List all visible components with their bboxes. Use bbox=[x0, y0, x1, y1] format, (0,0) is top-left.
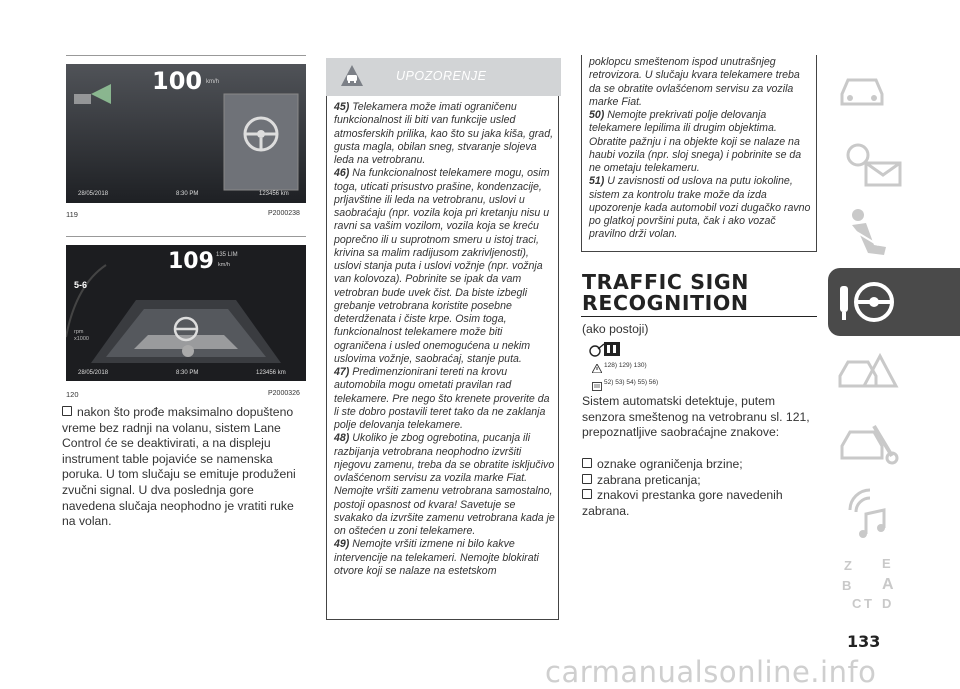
car-icon bbox=[836, 68, 888, 112]
breakdown-icon bbox=[836, 346, 900, 400]
gear-indicator: 5-6 bbox=[74, 280, 88, 290]
tab-safety[interactable] bbox=[828, 197, 960, 265]
warning-triangle-icon bbox=[592, 360, 602, 378]
multimedia-icon bbox=[844, 486, 900, 542]
tab-index[interactable] bbox=[828, 550, 960, 618]
speed-limit-label: 135 LIM bbox=[216, 252, 238, 258]
steering-wheel-key-icon bbox=[834, 276, 898, 330]
section-title: TRAFFIC SIGN RECOGNITION bbox=[582, 270, 750, 315]
figure-120-cluster-screenshot bbox=[66, 245, 306, 381]
warning-item: 45) Telekamera može imati ograničenu funkcionalnost ili biti van funkcije usled atmosferskih prilika, kao što su jaka kiša, grad, gusta magla, obilan sneg, stvaranje slojeva leda na vetrobranu. bbox=[334, 101, 554, 166]
list-item: zabrana preticanja; bbox=[582, 473, 818, 489]
tsr-paragraph: Sistem automatski detektuje, putem senzora smeštenog na vetrobranu sl. 121, prepoznatljive saobraćajne znakove: bbox=[582, 394, 810, 440]
warning-box bbox=[326, 96, 559, 620]
note-refs: 52) 53) 54) 55) 56) bbox=[604, 379, 659, 386]
bullet-icon bbox=[582, 474, 592, 484]
date-readout: 28/05/2018 bbox=[78, 191, 109, 197]
rpm-scale: x1000 bbox=[74, 336, 89, 342]
time-readout: 8:30 PM bbox=[176, 191, 199, 197]
index-letters: Z E B A C T D bbox=[842, 556, 894, 611]
list-item: znakovi prestanka gore navedenih zabrana. bbox=[582, 488, 783, 518]
figure-code: P2000326 bbox=[268, 390, 300, 397]
tsr-bullet-list bbox=[582, 457, 818, 519]
warning-item: 47) Predimenzionirani tereti na krovu automobila mogu ometati pravilan rad telekamere. Pre nego što krenete proverite da li ste dobro postavili teret tako da ne zaklanja polje delovanja telekamere. bbox=[334, 366, 550, 431]
warning-box-continued bbox=[581, 55, 817, 252]
warning-item: poklopcu smeštenom ispod unutrašnjeg retrovizora. U slučaju kvara telekamere treba da se obratite ovlašćenom servisu za vozila marke Fiat. bbox=[589, 56, 800, 108]
odometer-readout: 123456 km bbox=[259, 191, 289, 197]
warning-refs: 128) 129) 130) bbox=[604, 362, 647, 369]
figure-number: 119 bbox=[66, 210, 78, 219]
page-number: 133 bbox=[847, 632, 881, 651]
rpm-label: rpm bbox=[74, 329, 84, 335]
warning-title: UPOZORENJE bbox=[396, 69, 487, 83]
tab-emergency[interactable] bbox=[828, 338, 960, 406]
figure-119-cluster-screenshot bbox=[66, 64, 306, 203]
warning-item: 51) U zavisnosti od uslova na putu iokoline, sistem za kontrolu trake može da izda upozorenje kada automobil vozi dugačko ravno po glatkoj površini puta, čak i ako vozač pravilno drži volan. bbox=[589, 175, 811, 241]
lane-control-paragraph: nakon što prođe maksimalno dopušteno vreme bez radnji na volanu, sistem Lane Control će se deaktivirati, a na displeju instrument table pojaviće se namenska poruka. U tom slučaju se emituje produženi zvučni signal. U dva poslednja gore navedena slučaja neophodno je vratiti ruke na volan. bbox=[62, 405, 296, 529]
maintenance-icon bbox=[836, 416, 900, 470]
figure-number: 120 bbox=[66, 390, 79, 399]
bullet-icon bbox=[582, 489, 592, 499]
tab-getting-to-know-car[interactable] bbox=[828, 56, 960, 124]
tab-multimedia[interactable] bbox=[828, 480, 960, 548]
warning-item: 50) Nemojte prekrivati polje delovanja telekamere lepilima ili drugim objektima. Obratite pažnju i na objekte koji se nalaze na haubi vozila (npr. sloj snega) i pobrinite se da ne ometaju telekameru. bbox=[589, 109, 802, 174]
warning-item: 48) Ukoliko je zbog ogrebotina, pucanja ili razbijanja vetrobrana neophodno izvršiti njegovu zamenu, treba da se obratite isključivo ovlašćenom servisu za vozila marke Fiat. Nemojte vršiti zamenu vetrobrana samostalno, postoji opasnost od kvara! Savetuje se svakako da izvršite zamenu vetrobrana kada je on oštećen u zoni telekamere. bbox=[334, 432, 555, 537]
warning-item: 49) Nemojte vršiti izmene ni bilo kakve intervencije na telekameri. Nemojte blokirati otvore koji se nalaze na estetskom bbox=[334, 538, 539, 577]
figure-code: P2000238 bbox=[268, 210, 300, 217]
odometer-readout: 123456 km bbox=[256, 370, 286, 376]
list-item: oznake ograničenja brzine; bbox=[582, 457, 818, 473]
warning-lights-icon bbox=[836, 135, 906, 189]
speed-unit: km/h bbox=[218, 262, 230, 268]
warning-banner bbox=[326, 58, 561, 96]
time-readout: 8:30 PM bbox=[176, 370, 199, 376]
speed-readout: 109 bbox=[168, 249, 214, 274]
availability-note: (ako postoji) bbox=[582, 322, 649, 336]
tab-starting-driving[interactable] bbox=[828, 268, 960, 336]
watermark: carmanualsonline.info bbox=[545, 655, 877, 689]
speed-readout: 100 bbox=[152, 67, 203, 95]
seat-safety-icon bbox=[838, 205, 894, 259]
bullet-icon bbox=[62, 406, 72, 416]
tab-warning-lights[interactable] bbox=[828, 127, 960, 195]
speed-limit-camera-icon bbox=[584, 339, 624, 364]
car-skid-icon bbox=[340, 64, 364, 93]
tab-maintenance[interactable] bbox=[828, 408, 960, 476]
bullet-icon bbox=[582, 458, 592, 468]
speed-unit: km/h bbox=[206, 79, 220, 85]
warning-item: 46) Na funkcionalnost telekamere mogu, osim toga, uticati prisustvo prašine, kondenzacije, prljavštine ili leda na vetrobranu, uslovi u saobraćaju (npr. vozila koja pri kretanju nisu u ravni sa vašim vozilom, vozila koja se kreću poprečno ili u suprotnom smeru u istoj traci, krivina sa malim radijusom zakrivljenosti), uslovi stanja puta i uslovi vožnje (npr. vožnja van kolovoza). Pobrinite se ipak da vam vetrobran bude uvek čist. Da biste izbegli grebanje vetrobrana koristite posebne deterdženata i čiste krpe. Osim toga, funkcionalnost telekamere može biti ograničena i usled onemogućena u nekim uslovima vožnje, saobraćaj, stanje puta. bbox=[334, 167, 550, 365]
date-readout: 28/05/2018 bbox=[78, 370, 109, 376]
